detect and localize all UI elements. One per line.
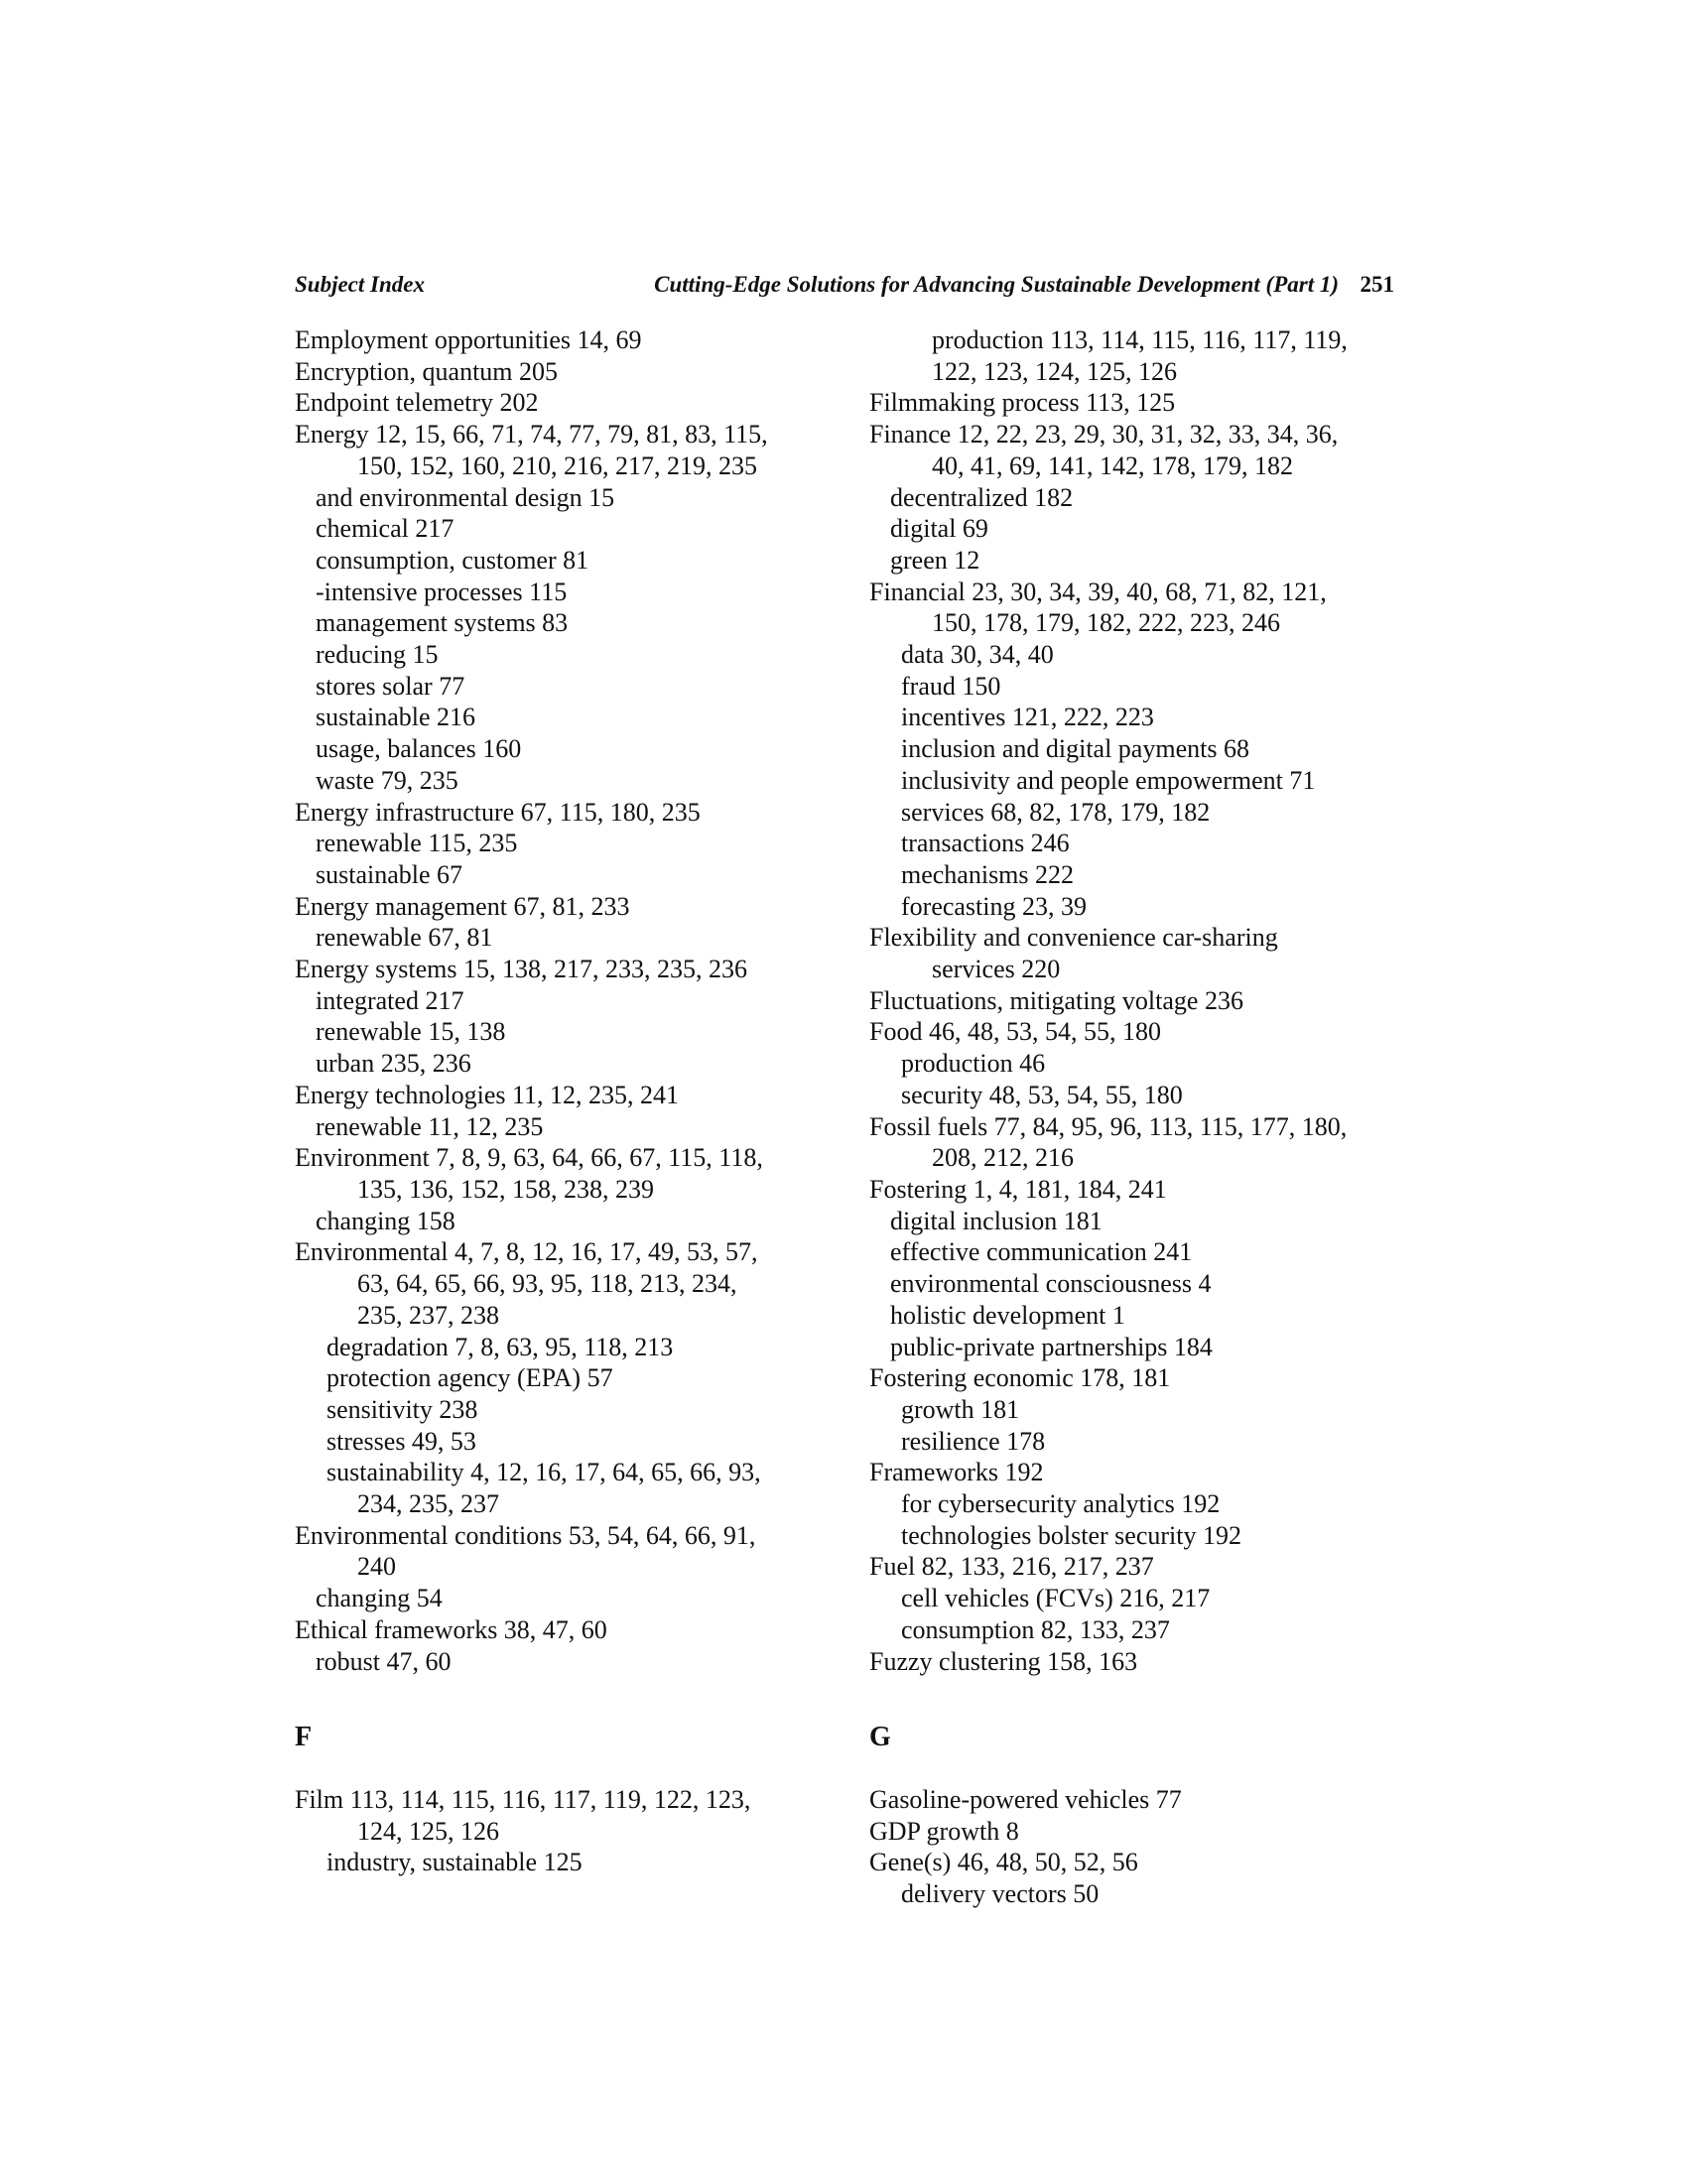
index-entry: Fossil fuels 77, 84, 95, 96, 113, 115, 177, 180,: [869, 1111, 1348, 1141]
index-subentry: renewable 15, 138: [316, 1017, 506, 1047]
index-subentry: growth 181: [901, 1394, 1020, 1424]
index-entry: Food 46, 48, 53, 54, 55, 180: [869, 1017, 1161, 1047]
index-entry: Energy systems 15, 138, 217, 233, 235, 236: [295, 955, 747, 984]
index-entry: Gasoline-powered vehicles 77: [869, 1785, 1182, 1814]
section-letter-g: G: [869, 1722, 891, 1752]
index-subentry: renewable 115, 235: [316, 829, 518, 858]
index-entry-continuation: 150, 152, 160, 210, 216, 217, 219, 235: [357, 450, 757, 480]
index-subentry: decentralized 182: [890, 482, 1074, 512]
index-subentry: protection agency (EPA) 57: [326, 1363, 613, 1393]
index-subentry: digital 69: [890, 514, 988, 544]
index-subentry: renewable 67, 81: [316, 923, 493, 953]
index-subentry: production 46: [901, 1049, 1046, 1079]
index-subentry: data 30, 34, 40: [901, 640, 1054, 670]
header-section-title: Subject Index: [295, 272, 425, 297]
index-entry: Fostering 1, 4, 181, 184, 241: [869, 1174, 1167, 1204]
index-entry: Finance 12, 22, 23, 29, 30, 31, 32, 33, 34, 36,: [869, 420, 1339, 450]
index-subentry: cell vehicles (FCVs) 216, 217: [901, 1584, 1211, 1613]
index-entry: Environmental conditions 53, 54, 64, 66, 91,: [295, 1520, 756, 1550]
index-subentry: incentives 121, 222, 223: [901, 703, 1154, 732]
index-entry-continuation: 122, 123, 124, 125, 126: [932, 356, 1177, 386]
index-subentry: sustainable 216: [316, 703, 476, 732]
index-subentry: chemical 217: [316, 514, 454, 544]
index-subentry: delivery vectors 50: [901, 1879, 1100, 1909]
index-subentry: fraud 150: [901, 671, 1001, 701]
index-subentry: public-private partnerships 184: [890, 1332, 1213, 1361]
index-subentry: stores solar 77: [316, 671, 465, 701]
index-entry: Energy infrastructure 67, 115, 180, 235: [295, 797, 701, 827]
index-entry: Gene(s) 46, 48, 50, 52, 56: [869, 1848, 1138, 1877]
index-entry-continuation: 208, 212, 216: [932, 1143, 1074, 1173]
index-entry: Fostering economic 178, 181: [869, 1363, 1171, 1393]
index-subentry: reducing 15: [316, 640, 439, 670]
index-subentry: inclusivity and people empowerment 71: [901, 765, 1316, 795]
index-subentry: holistic development 1: [890, 1300, 1125, 1330]
index-subentry: production 113, 114, 115, 116, 117, 119,: [932, 325, 1348, 354]
index-entry: Energy 12, 15, 66, 71, 74, 77, 79, 81, 83, 115,: [295, 420, 768, 450]
index-subentry: inclusion and digital payments 68: [901, 734, 1249, 764]
index-entry: Employment opportunities 14, 69: [295, 325, 642, 354]
running-header: [295, 272, 1394, 306]
index-entry: Endpoint telemetry 202: [295, 388, 539, 418]
index-subentry: integrated 217: [316, 985, 464, 1015]
index-entry: Film 113, 114, 115, 116, 117, 119, 122, 123,: [295, 1785, 751, 1814]
index-entry: Filmmaking process 113, 125: [869, 388, 1176, 418]
index-subentry: usage, balances 160: [316, 734, 522, 764]
index-entry-continuation: 124, 125, 126: [357, 1816, 499, 1846]
index-subentry: waste 79, 235: [316, 765, 458, 795]
index-subentry: management systems 83: [316, 608, 569, 638]
index-entry-continuation: 135, 136, 152, 158, 238, 239: [357, 1174, 654, 1204]
index-subentry: forecasting 23, 39: [901, 891, 1088, 921]
index-entry: Fuel 82, 133, 216, 217, 237: [869, 1552, 1154, 1582]
header-book-title: Cutting-Edge Solutions for Advancing Sustainable Development (Part 1): [654, 272, 1339, 297]
index-entry-continuation: 234, 235, 237: [357, 1489, 499, 1519]
index-subentry: stresses 49, 53: [326, 1426, 476, 1456]
index-entry: Frameworks 192: [869, 1458, 1044, 1487]
index-subentry: robust 47, 60: [316, 1646, 452, 1676]
index-entry: Ethical frameworks 38, 47, 60: [295, 1614, 607, 1644]
index-entry: Fluctuations, mitigating voltage 236: [869, 985, 1243, 1015]
index-entry: Encryption, quantum 205: [295, 356, 559, 386]
index-subentry: consumption 82, 133, 237: [901, 1614, 1170, 1644]
index-subentry: environmental consciousness 4: [890, 1269, 1212, 1299]
section-f-entries: [295, 1784, 831, 1878]
index-entry: GDP growth 8: [869, 1816, 1019, 1846]
index-entry: Financial 23, 30, 34, 39, 40, 68, 71, 82, 121,: [869, 577, 1327, 606]
page-number: 251: [1360, 272, 1394, 297]
index-subentry: effective communication 241: [890, 1237, 1193, 1267]
index-subentry: security 48, 53, 54, 55, 180: [901, 1080, 1183, 1109]
index-subentry: consumption, customer 81: [316, 545, 589, 575]
index-subentry: -intensive processes 115: [316, 577, 568, 606]
index-subentry: and environmental design 15: [316, 482, 615, 512]
index-entry: Fuzzy clustering 158, 163: [869, 1646, 1138, 1676]
index-subentry: services 68, 82, 178, 179, 182: [901, 797, 1211, 827]
index-subentry: changing 158: [316, 1206, 455, 1235]
index-subentry: digital inclusion 181: [890, 1206, 1103, 1235]
index-subentry: transactions 246: [901, 829, 1070, 858]
index-subentry: sustainable 67: [316, 859, 463, 889]
index-subentry: urban 235, 236: [316, 1049, 471, 1079]
index-column-left: [295, 324, 831, 1677]
index-entry: Environmental 4, 7, 8, 12, 16, 17, 49, 53, 57,: [295, 1237, 758, 1267]
index-entry-continuation: 240: [357, 1552, 396, 1582]
index-entry: Flexibility and convenience car-sharing: [869, 923, 1278, 953]
index-entry-continuation: 150, 178, 179, 182, 222, 223, 246: [932, 608, 1280, 638]
index-entry-continuation: 40, 41, 69, 141, 142, 178, 179, 182: [932, 450, 1293, 480]
index-entry: Energy management 67, 81, 233: [295, 891, 630, 921]
index-subentry: sustainability 4, 12, 16, 17, 64, 65, 66, 93,: [326, 1458, 761, 1487]
index-subentry: sensitivity 238: [326, 1394, 478, 1424]
index-subentry: technologies bolster security 192: [901, 1520, 1241, 1550]
section-letter-f: F: [295, 1722, 313, 1752]
index-subentry: green 12: [890, 545, 980, 575]
index-subentry: degradation 7, 8, 63, 95, 118, 213: [326, 1332, 674, 1361]
index-entry-continuation: services 220: [932, 955, 1061, 984]
index-subentry: resilience 178: [901, 1426, 1046, 1456]
index-column-right: [869, 324, 1405, 1677]
section-g-entries: [869, 1784, 1405, 1910]
index-subentry: changing 54: [316, 1584, 443, 1613]
index-subentry: mechanisms 222: [901, 859, 1075, 889]
index-entry-continuation: 235, 237, 238: [357, 1300, 499, 1330]
index-subentry: industry, sustainable 125: [326, 1848, 583, 1877]
index-entry: Energy technologies 11, 12, 235, 241: [295, 1080, 680, 1109]
index-entry: Environment 7, 8, 9, 63, 64, 66, 67, 115, 118,: [295, 1143, 763, 1173]
index-subentry: renewable 11, 12, 235: [316, 1111, 544, 1141]
index-entry-continuation: 63, 64, 65, 66, 93, 95, 118, 213, 234,: [357, 1269, 737, 1299]
index-subentry: for cybersecurity analytics 192: [901, 1489, 1221, 1519]
